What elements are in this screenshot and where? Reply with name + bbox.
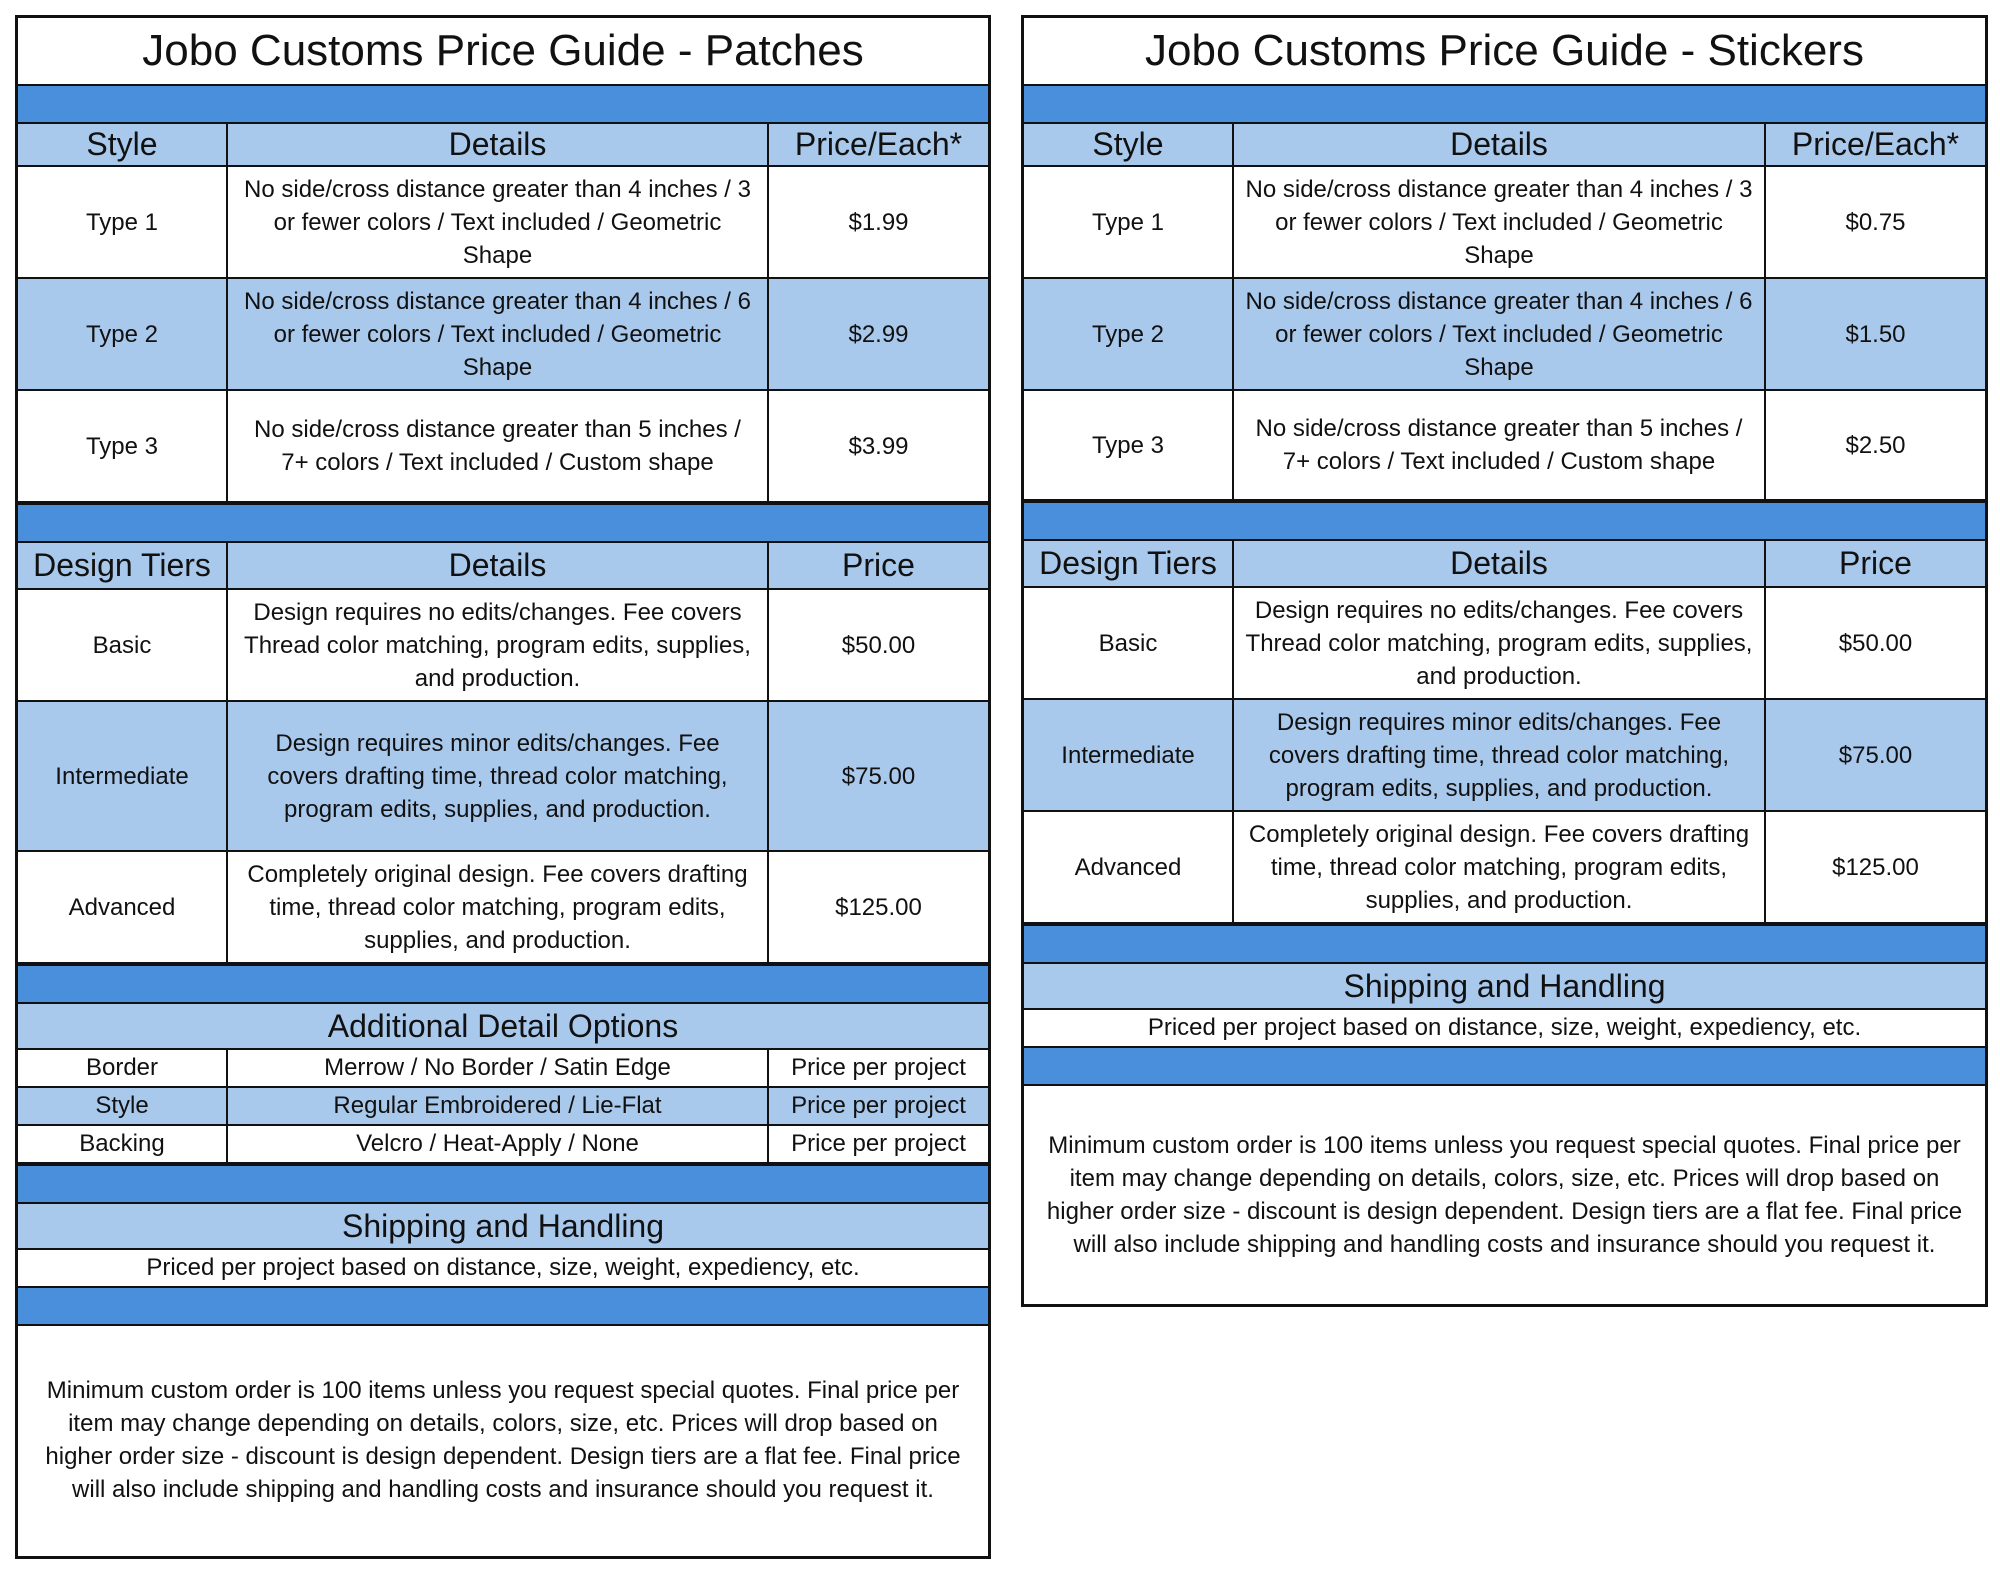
- stickers-style-table: [1024, 124, 1985, 501]
- patches-options-table: [18, 1050, 988, 1164]
- option-name: Style: [18, 1087, 227, 1125]
- price-each-column-header: Price/Each*: [1765, 124, 1985, 166]
- shipping-heading: Shipping and Handling: [1024, 964, 1985, 1010]
- table-row: [18, 851, 988, 963]
- table-row: [18, 1125, 988, 1163]
- table-row: [18, 701, 988, 851]
- band-divider: [1024, 924, 1985, 964]
- patches-style-table: [18, 124, 988, 503]
- tier-price: $125.00: [1765, 811, 1985, 923]
- shipping-text: Priced per project based on distance, size, weight, expediency, etc.: [18, 1250, 988, 1288]
- style-name: Type 3: [1024, 390, 1233, 500]
- style-price: $2.50: [1765, 390, 1985, 500]
- tier-price: $75.00: [1765, 699, 1985, 811]
- patches-price-guide: [15, 15, 991, 1559]
- table-row: [18, 390, 988, 502]
- tier-name: Basic: [1024, 587, 1233, 699]
- style-details: No side/cross distance greater than 5 inches / 7+ colors / Text included / Custom shape: [1233, 390, 1765, 500]
- tier-name: Basic: [18, 589, 227, 701]
- table-row: [1024, 166, 1985, 278]
- tier-details: Design requires no edits/changes. Fee covers Thread color matching, program edits, supplies, and production.: [1233, 587, 1765, 699]
- band-divider: [18, 503, 988, 543]
- tier-details: Design requires minor edits/changes. Fee covers drafting time, thread color matching, program edits, supplies, and production.: [227, 701, 768, 851]
- order-note: Minimum custom order is 100 items unless you request special quotes. Final price per item may change depending on details, colors, size, etc. Prices will drop based on higher order size - discount is design dependent. Design tiers are a flat fee. Final price will also include shipping and handling costs and insurance should you request it.: [1046, 1132, 1963, 1258]
- style-price: $1.99: [768, 166, 988, 278]
- style-details: No side/cross distance greater than 4 inches / 6 or fewer colors / Text included / Geometric Shape: [227, 278, 768, 390]
- tier-price: $50.00: [1765, 587, 1985, 699]
- style-price: $2.99: [768, 278, 988, 390]
- details-column-header: Details: [1233, 541, 1765, 587]
- tier-details: Completely original design. Fee covers drafting time, thread color matching, program edits, supplies, and production.: [227, 851, 768, 963]
- table-row: [1024, 390, 1985, 500]
- style-name: Type 3: [18, 390, 227, 502]
- option-name: Border: [18, 1050, 227, 1087]
- tier-price: $125.00: [768, 851, 988, 963]
- stickers-design-tiers-table: [1024, 541, 1985, 924]
- tier-price: $50.00: [768, 589, 988, 701]
- style-name: Type 2: [18, 278, 227, 390]
- stickers-title: Jobo Customs Price Guide - Stickers: [1024, 18, 1985, 86]
- style-name: Type 1: [18, 166, 227, 278]
- band-divider: [18, 1288, 988, 1326]
- band-divider: [1024, 86, 1985, 124]
- table-row: [1024, 587, 1985, 699]
- option-details: Regular Embroidered / Lie-Flat: [227, 1087, 768, 1125]
- style-details: No side/cross distance greater than 4 inches / 3 or fewer colors / Text included / Geometric Shape: [227, 166, 768, 278]
- table-row: [1024, 699, 1985, 811]
- table-row: [18, 589, 988, 701]
- patches-design-tiers-table: [18, 543, 988, 964]
- price-column-header: Price: [768, 543, 988, 589]
- style-column-header: Style: [18, 124, 227, 166]
- band-divider: [18, 1164, 988, 1204]
- order-note: Minimum custom order is 100 items unless you request special quotes. Final price per item may change depending on details, colors, size, etc. Prices will drop based on higher order size - discount is design dependent. Design tiers are a flat fee. Final price will also include shipping and handling costs and insurance should you request it.: [45, 1377, 961, 1503]
- band-divider: [18, 964, 988, 1004]
- style-name: Type 2: [1024, 278, 1233, 390]
- tier-name: Intermediate: [18, 701, 227, 851]
- tier-details: Completely original design. Fee covers drafting time, thread color matching, program edits, supplies, and production.: [1233, 811, 1765, 923]
- option-details: Velcro / Heat-Apply / None: [227, 1125, 768, 1163]
- band-divider: [18, 86, 988, 124]
- style-price: $1.50: [1765, 278, 1985, 390]
- tier-name: Intermediate: [1024, 699, 1233, 811]
- style-price: $3.99: [768, 390, 988, 502]
- additional-options-heading: Additional Detail Options: [18, 1004, 988, 1050]
- design-tiers-column-header: Design Tiers: [1024, 541, 1233, 587]
- table-row: [18, 1087, 988, 1125]
- band-divider: [1024, 1048, 1985, 1086]
- patches-title: Jobo Customs Price Guide - Patches: [18, 18, 988, 86]
- style-details: No side/cross distance greater than 4 inches / 6 or fewer colors / Text included / Geometric Shape: [1233, 278, 1765, 390]
- details-column-header: Details: [227, 543, 768, 589]
- style-column-header: Style: [1024, 124, 1233, 166]
- details-column-header: Details: [1233, 124, 1765, 166]
- option-price: Price per project: [768, 1050, 988, 1087]
- tier-name: Advanced: [1024, 811, 1233, 923]
- table-row: [18, 166, 988, 278]
- shipping-heading: Shipping and Handling: [18, 1204, 988, 1250]
- tier-name: Advanced: [18, 851, 227, 963]
- shipping-text: Priced per project based on distance, size, weight, expediency, etc.: [1024, 1010, 1985, 1048]
- option-details: Merrow / No Border / Satin Edge: [227, 1050, 768, 1087]
- tier-price: $75.00: [768, 701, 988, 851]
- style-price: $0.75: [1765, 166, 1985, 278]
- table-row: [18, 278, 988, 390]
- price-column-header: Price: [1765, 541, 1985, 587]
- option-name: Backing: [18, 1125, 227, 1163]
- price-each-column-header: Price/Each*: [768, 124, 988, 166]
- option-price: Price per project: [768, 1087, 988, 1125]
- tier-details: Design requires no edits/changes. Fee covers Thread color matching, program edits, supplies, and production.: [227, 589, 768, 701]
- style-details: No side/cross distance greater than 4 inches / 3 or fewer colors / Text included / Geometric Shape: [1233, 166, 1765, 278]
- style-details: No side/cross distance greater than 5 inches / 7+ colors / Text included / Custom shape: [227, 390, 768, 502]
- table-row: [1024, 278, 1985, 390]
- stickers-price-guide: [1021, 15, 1988, 1307]
- table-row: [18, 1050, 988, 1087]
- option-price: Price per project: [768, 1125, 988, 1163]
- band-divider: [1024, 501, 1985, 541]
- details-column-header: Details: [227, 124, 768, 166]
- style-name: Type 1: [1024, 166, 1233, 278]
- tier-details: Design requires minor edits/changes. Fee covers drafting time, thread color matching, program edits, supplies, and production.: [1233, 699, 1765, 811]
- design-tiers-column-header: Design Tiers: [18, 543, 227, 589]
- table-row: [1024, 811, 1985, 923]
